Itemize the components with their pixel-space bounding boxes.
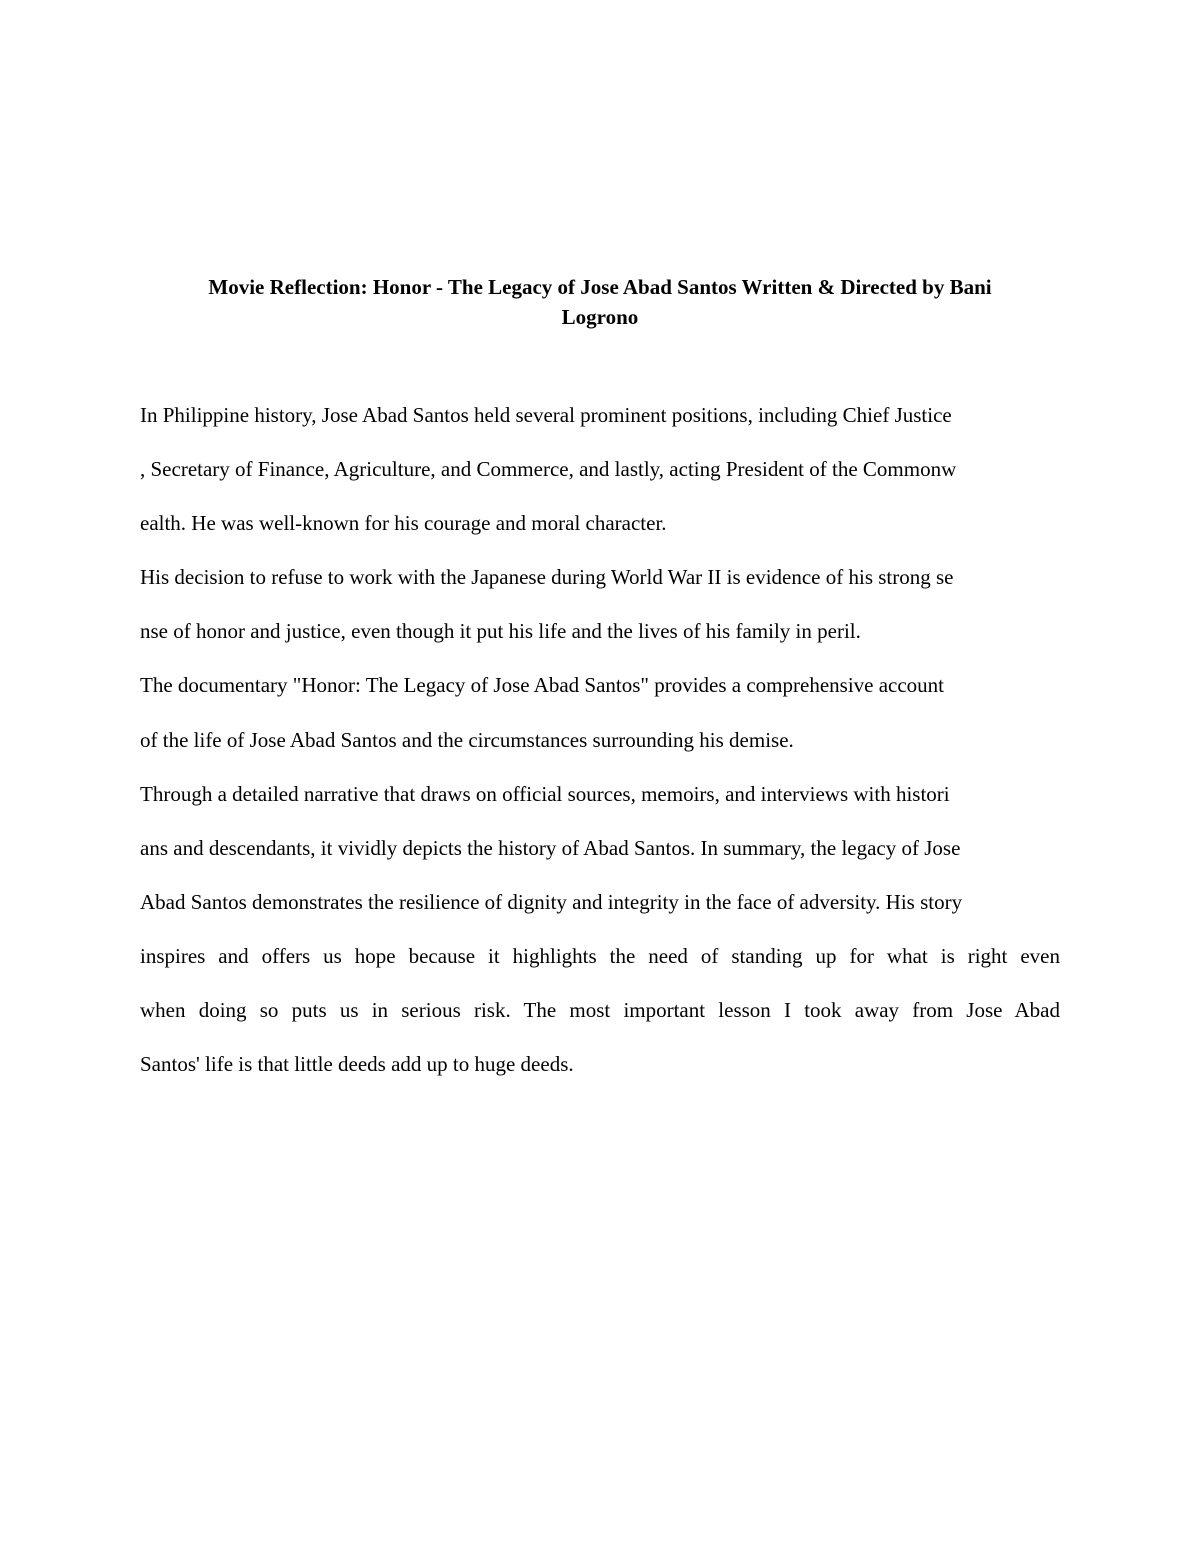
body-line: when doing so puts us in serious risk. The most important lesson I took away from Jose Abad: [140, 998, 1060, 1023]
title-line: Logrono: [561, 305, 639, 329]
body-line: , Secretary of Finance, Agriculture, and Commerce, and lastly, acting President of the Commonw: [140, 457, 957, 482]
title-line: Movie Reflection: Honor - The Legacy of Jose Abad Santos Written & Directed by Bani: [208, 275, 992, 299]
document-title: [140, 272, 1060, 332]
body-line: Abad Santos demonstrates the resilience of dignity and integrity in the face of adversity. His story: [140, 889, 963, 914]
body-line: inspires and offers us hope because it highlights the need of standing up for what is right even: [140, 943, 1060, 968]
body-line: Santos' life is that little deeds add up to huge deeds.: [140, 1052, 574, 1077]
body-line: Through a detailed narrative that draws on official sources, memoirs, and interviews with histori: [140, 781, 950, 806]
body-line: ans and descendants, it vividly depicts the history of Abad Santos. In summary, the legacy of Jose: [140, 835, 961, 860]
document-body: [140, 388, 1060, 1091]
body-line: nse of honor and justice, even though it put his life and the lives of his family in peril.: [140, 619, 861, 644]
body-line: His decision to refuse to work with the Japanese during World War II is evidence of his strong se: [140, 565, 954, 590]
body-line: ealth. He was well-known for his courage and moral character.: [140, 511, 667, 536]
body-line: In Philippine history, Jose Abad Santos held several prominent positions, including Chief Justice: [140, 403, 952, 427]
body-line: The documentary "Honor: The Legacy of Jose Abad Santos" provides a comprehensive account: [140, 673, 945, 698]
body-line: of the life of Jose Abad Santos and the circumstances surrounding his demise.: [140, 727, 794, 752]
